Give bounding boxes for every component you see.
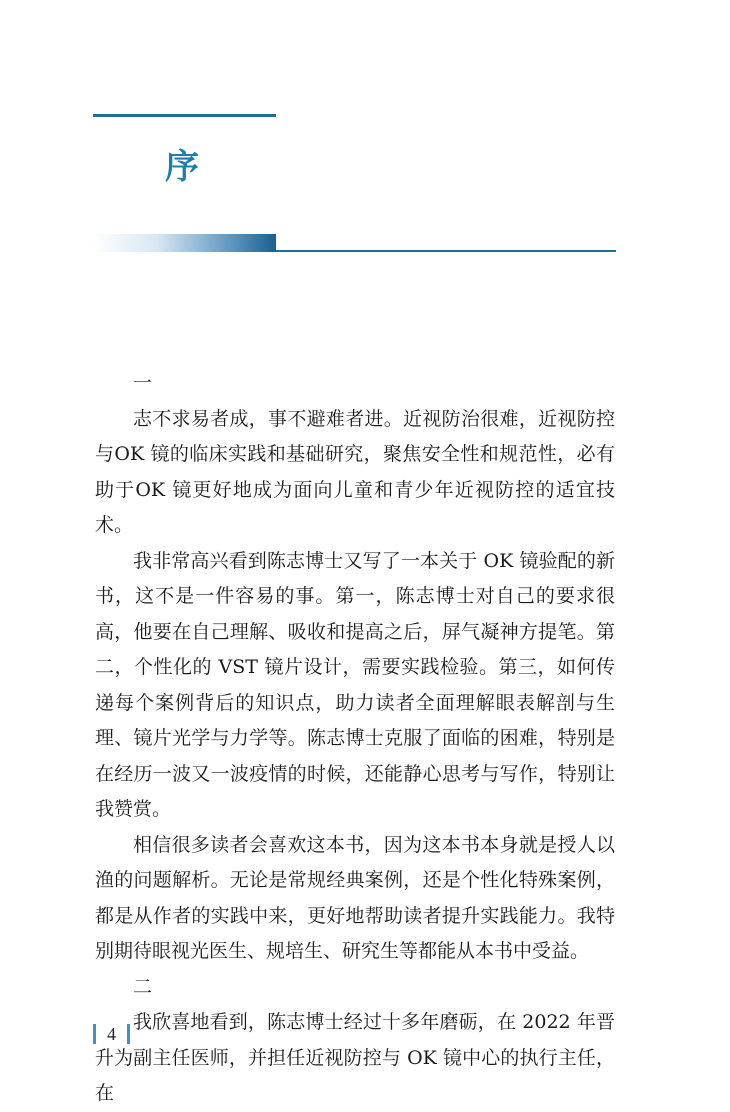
section-number-two: 二 (133, 975, 153, 998)
paragraph: 志不求易者成，事不避难者进。近视防治很难，近视防控与OK 镜的临床实践和基础研究，聚焦安全性和规范性，必有助于OK 镜更好地成为面向儿童和青少年近视防控的适宜技术。 (95, 407, 615, 536)
section-heading: 序 (165, 147, 201, 187)
paragraph: 我欣喜地看到，陈志博士经过十多年磨砺，在 2022 年晋升为副主任医师，并担任近视防控与 OK 镜中心的执行主任，在 (95, 1011, 615, 1104)
page-number (93, 1022, 130, 1046)
body-text (95, 366, 615, 1112)
section-number-one: 一 (133, 372, 153, 394)
page-number-value: 4 (107, 1023, 116, 1044)
paragraph: 相信很多读者会喜欢这本书，因为这本书本身就是授人以渔的问题解析。无论是常规经典案例，还是个性化特殊案例，都是从作者的实践中来，更好地帮助读者提升实践能力。我特别期待眼视光医生、规培生、研究生等都能从本书中受益。 (95, 833, 615, 962)
page-number-left-bar (93, 1024, 96, 1044)
heading-gradient-bar (93, 234, 276, 252)
heading-bottom-rule (276, 250, 616, 252)
paragraph: 我非常高兴看到陈志博士又写了一本关于 OK 镜验配的新书，这不是一件容易的事。第一，陈志博士对自己的要求很高，他要在自己理解、吸收和提高之后，屏气凝神方提笔。第二，个性化的 VST 镜片设计，需要实践检验。第三，如何传递每个案例背后的知识点，助力读者全面理解眼表解剖与生理、镜片光学与力学等。陈志博士克服了面临的困难，特别是在经历一波又一波疫情的时候，还能静心思考与写作，特别让我赞赏。 (95, 549, 615, 820)
page-number-right-bar (127, 1024, 130, 1044)
heading-top-rule (93, 114, 276, 117)
